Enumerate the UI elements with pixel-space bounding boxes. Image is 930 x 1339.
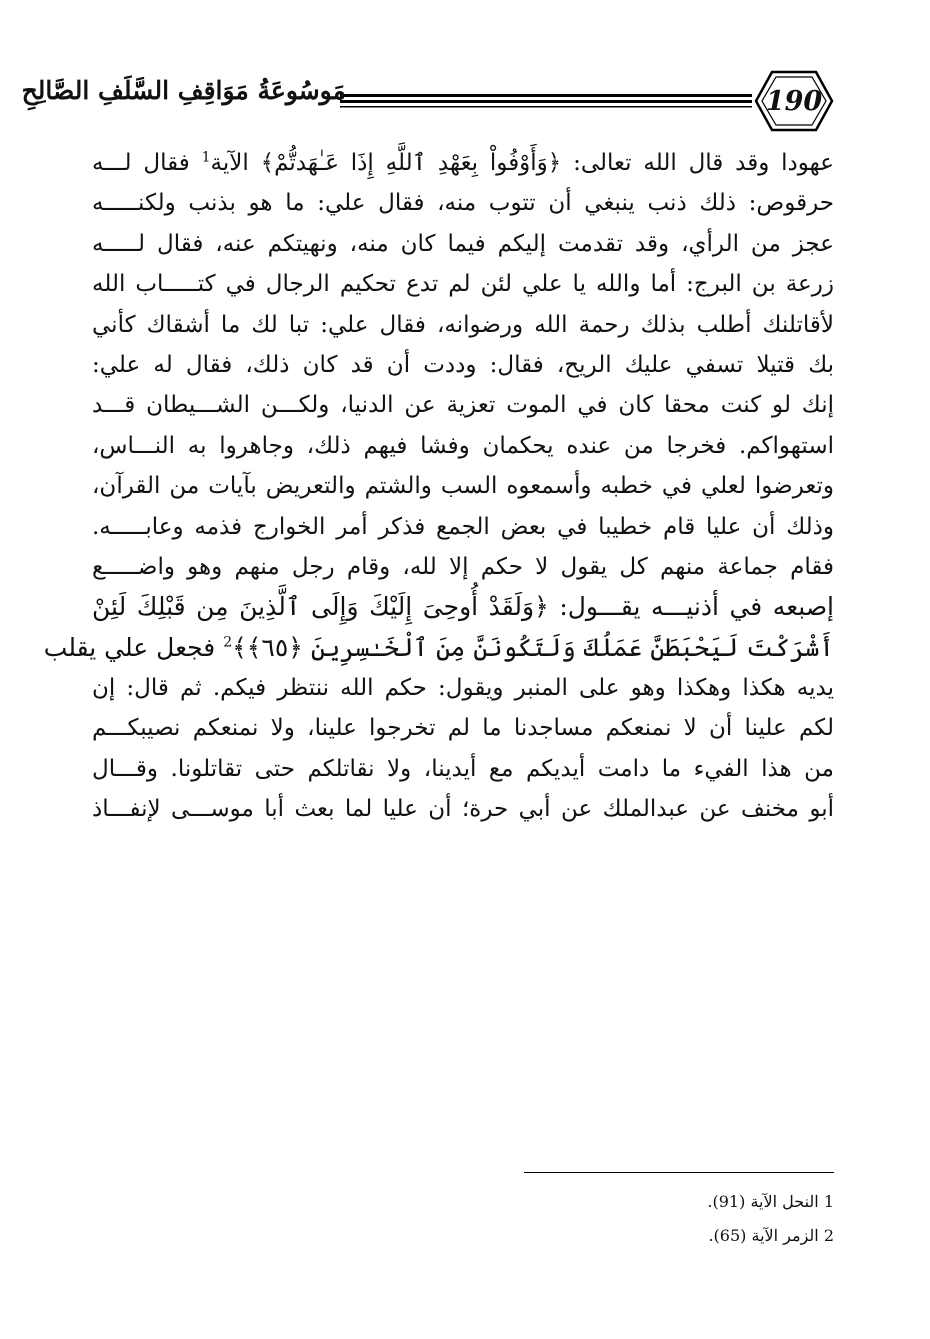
text-line: أبو مخنف عن عبدالملك عن أبي حرة؛ أن عليا لما بعث أبا موســـى لإنفـــاذ	[92, 796, 834, 823]
footnotes	[524, 1185, 834, 1253]
footnote-divider	[524, 1172, 834, 1173]
text-line: استهواكم. فخرجا من عنده يحكمان وفشا فيهم ذلك، وجاهروا به النـــاس،	[92, 432, 834, 459]
text-line: أَشْرَكْتَ لَيَحْبَطَنَّ عَمَلُكَ وَلَتَكُونَنَّ مِنَ ٱلْخَـٰسِرِينَ ﴿٦٥﴾﴾$^2$ فجعل علي يقلب	[43, 632, 834, 662]
header-rule	[340, 90, 752, 112]
text-line: إصبعه في أذنيـــه يقـــول: ﴿وَلَقَدْ أُوحِىَ إِلَيْكَ وَإِلَى ٱلَّذِينَ مِن قَبْلِكَ لَئِنْ	[92, 592, 834, 622]
main-text	[43, 143, 834, 830]
text-line: لكم علينا أن لا نمنعكم مساجدنا ما لم تخرجوا علينا، ولا نمنعكم نصيبكـــم	[92, 715, 834, 742]
page-number: 190	[765, 86, 823, 117]
text-line: بك قتيلا تسفي عليك الريح، فقال: وددت أن قد كان ذلك، فقال له علي:	[92, 351, 834, 378]
text-line: إنك لو كنت محقا كان في الموت تعزية عن الدنيا، ولكـــن الشـــيطان قـــد	[92, 392, 834, 419]
text-line: من هذا الفيء ما دامت أيديكم مع أيدينا، ولا نقاتلكم حتى تقاتلونا. وقـــال	[92, 755, 834, 782]
footnote-marker: 1	[201, 149, 211, 166]
text-line: فقام جماعة منهم كل يقول لا حكم إلا لله، وقام رجل منهم وهو واضـــــع	[92, 553, 834, 580]
text-line: يديه هكذا وهكذا وهو على المنبر ويقول: حكم الله ننتظر فيكم. ثم قال: إن	[92, 675, 834, 702]
text-line: زرعة بن البرج: أما والله يا علي لئن لم تدع تحكيم الرجال في كتـــــاب الله	[92, 271, 834, 298]
text-line: وذلك أن عليا قام خطيبا في بعض الجمع فذكر أمر الخوارج فذمه وعابـــــه.	[92, 513, 834, 540]
footnote-item: 1 النحل الآية (91).	[707, 1192, 834, 1211]
text-line: حرقوص: ذلك ذنب ينبغي أن تتوب منه، فقال علي: ما هو بذنب ولكنـــــه	[92, 190, 834, 217]
text-line: لأقاتلنك أطلب بذلك رحمة الله ورضوانه، فقال علي: تبا لك ما أشقاك كأني	[92, 311, 834, 338]
text-line: عجز من الرأي، وقد تقدمت إليكم فيما كان منه، ونهيتكم عنه، فقال لـــــه	[92, 230, 834, 257]
text-line: وتعرضوا لعلي في خطبه وأسمعوه السب والشتم والتعريض بآيات من القرآن،	[92, 473, 834, 500]
footnote-marker: 2	[223, 634, 233, 651]
text-line: عهودا وقد قال الله تعالى: ﴿وَأَوْفُواْ بِعَهْدِ ٱللَّهِ إِذَا عَـٰهَدتُّمْ﴾ الآية$^1$ فقال لـــه	[92, 149, 834, 176]
page-number-badge	[754, 68, 834, 134]
page-header	[21, 68, 834, 134]
book-title: مَوسُوعَةُ مَوَاقِفِ السَّلَفِ الصَّالِحِ	[21, 76, 346, 105]
footnote-item: 2 الزمر الآية (65).	[708, 1226, 834, 1245]
